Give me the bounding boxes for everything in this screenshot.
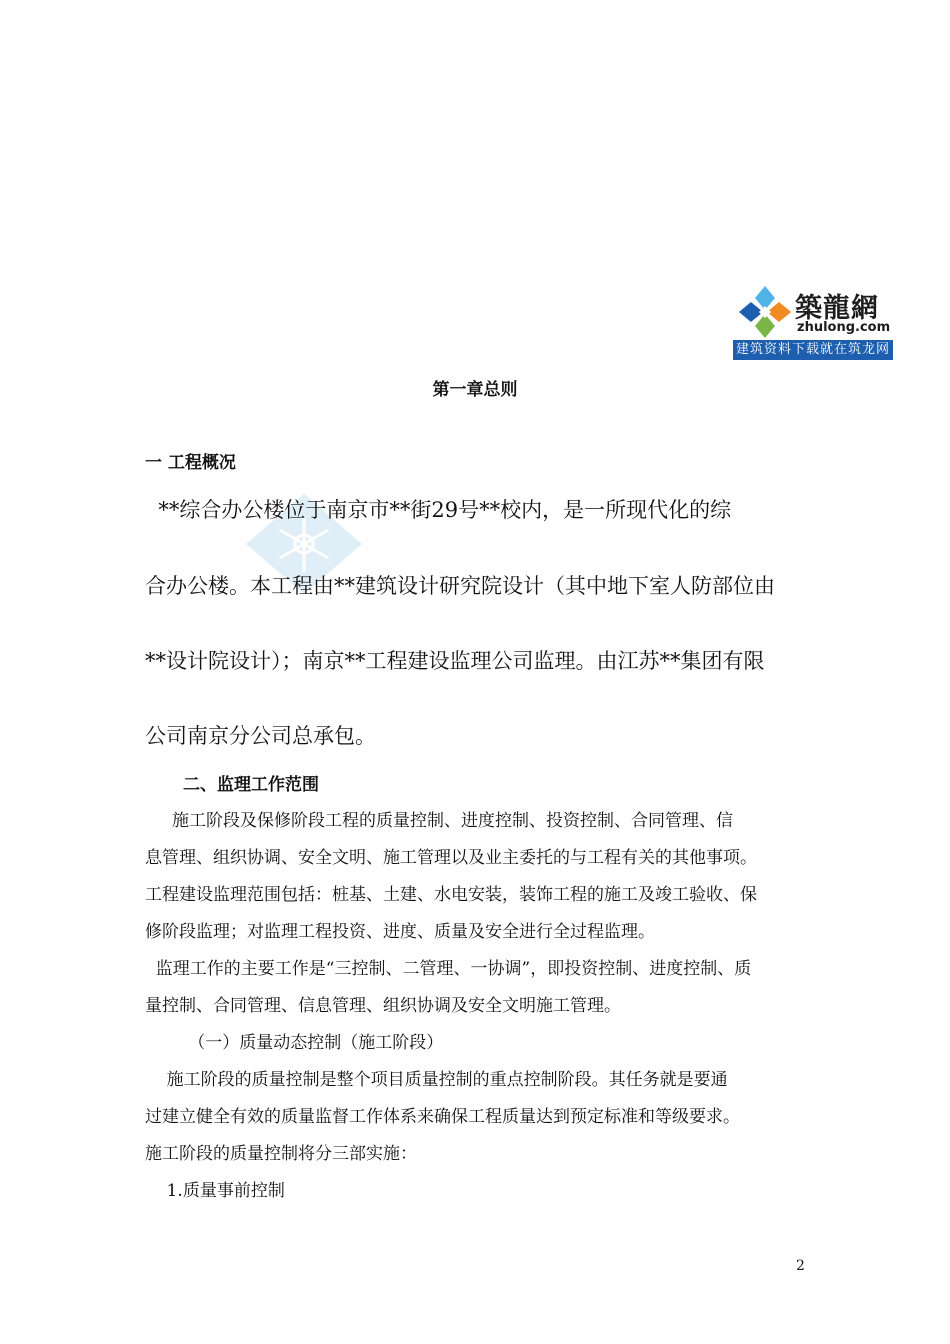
zhulong-logo <box>733 282 893 360</box>
scope-line: 量控制、合同管理、信息管理、组织协调及安全文明施工管理。 <box>145 996 621 1016</box>
scope-line: 施工阶段及保修阶段工程的质量控制、进度控制、投资控制、合同管理、信 <box>145 811 734 831</box>
section-heading-scope: 二、监理工作范围 <box>183 775 319 795</box>
logo-brand-cn: 築龍網 <box>795 293 879 324</box>
numbered-item: 1.质量事前控制 <box>145 1181 285 1201</box>
scope-line: 修阶段监理；对监理工程投资、进度、质量及安全进行全过程监理。 <box>145 922 655 942</box>
page-number: 2 <box>796 1258 805 1274</box>
logo-slogan: 建筑资料下载就在筑龙网 <box>733 340 893 360</box>
overview-line: 合办公楼。本工程由**建筑设计研究院设计（其中地下室人防部位由 <box>145 574 775 598</box>
overview-line: 公司南京分公司总承包。 <box>145 724 376 748</box>
scope-line: 施工阶段的质量控制是整个项目质量控制的重点控制阶段。其任务就是要通 <box>145 1070 728 1090</box>
scope-line: 施工阶段的质量控制将分三部实施： <box>145 1144 417 1164</box>
scope-line: 息管理、组织协调、安全文明、施工管理以及业主委托的与工程有关的其他事项。 <box>145 848 757 868</box>
overview-line: **综合办公楼位于南京市**街29号**校内，是一所现代化的综 <box>145 498 732 522</box>
overview-line: **设计院设计）；南京**工程建设监理公司监理。由江苏**集团有限 <box>145 649 765 673</box>
logo-brand-en: zhulong.com <box>797 320 891 335</box>
scope-line: 工程建设监理范围包括：桩基、土建、水电安装，装饰工程的施工及竣工验收、保 <box>145 885 757 905</box>
zhulong-diamond-icon <box>737 284 793 340</box>
scope-line: 过建立健全有效的质量监督工作体系来确保工程质量达到预定标准和等级要求。 <box>145 1107 740 1127</box>
chapter-title: 第一章总则 <box>432 380 518 400</box>
section-heading-overview: 一 工程概况 <box>145 453 236 473</box>
subsection-heading-quality: （一）质量动态控制（施工阶段） <box>145 1033 444 1053</box>
scope-line: 监理工作的主要工作是“三控制、二管理、一协调”，即投资控制、进度控制、质 <box>145 959 752 979</box>
